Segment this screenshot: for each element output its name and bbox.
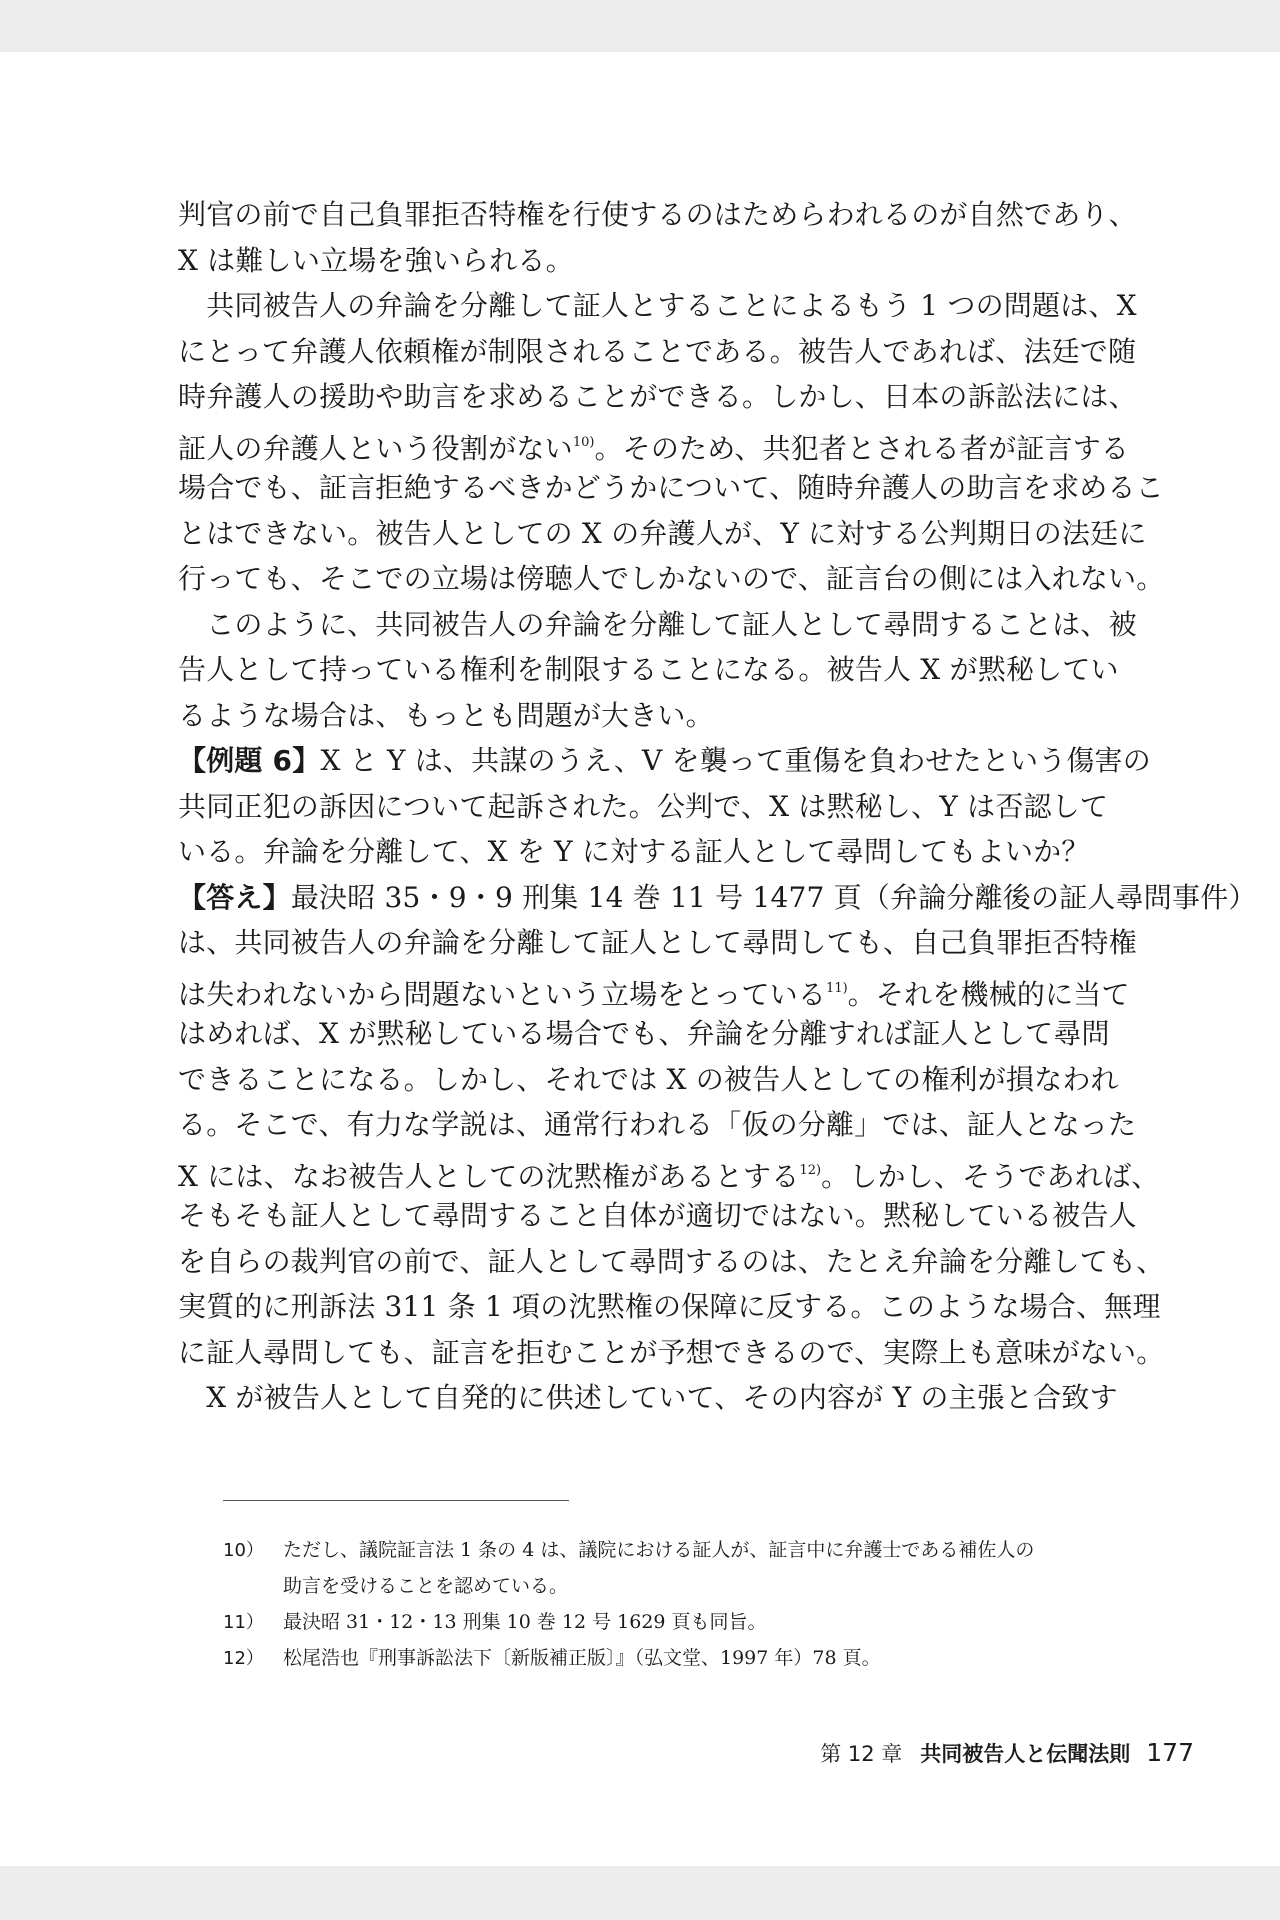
text-line: る。そこで、有力な学説は、通常行われる「仮の分離」では、証人となった <box>178 1108 1137 1141</box>
footnote-10-continued: 助言を受けることを認めている。 <box>283 1575 569 1597</box>
text-line <box>178 966 1144 1012</box>
footnote-number: 10） <box>223 1540 264 1561</box>
footnote-separator <box>223 1500 569 1501</box>
text-segment: 。そのため、共犯者とされる者が証言する <box>594 431 1130 465</box>
text-line: は、共同被告人の弁論を分離して証人として尋問しても、自己負罪拒否特権 <box>178 926 1137 959</box>
text-line: 実質的に刑訴法 311 条 1 項の沈黙権の保障に反する。このような場合、無理 <box>178 1290 1161 1323</box>
text-segment: 。しかし、そうであれば、 <box>821 1159 1160 1193</box>
text-line: はめれば、X が黙秘している場合でも、弁論を分離すれば証人として尋問 <box>178 1017 1110 1050</box>
chapter-title: 共同被告人と伝聞法則 <box>920 1742 1131 1766</box>
text-line <box>178 420 1144 466</box>
text-line: 共同正犯の訴因について起訴された。公判で、X は黙秘し、Y は否認して <box>178 789 1109 823</box>
footnote-10 <box>223 1532 1153 1568</box>
text-line: このように、共同被告人の弁論を分離して証人として尋問することは、被 <box>178 607 1137 641</box>
footnote-11 <box>223 1604 1153 1640</box>
text-segment: 最決昭 35・9・9 刑集 14 巻 11 号 1477 頁（弁論分離後の証人尋問事件） <box>290 880 1257 914</box>
text-line: いる。弁論を分離して、X を Y に対する証人として尋問してもよいか？ <box>178 835 1090 868</box>
footnotes <box>223 1532 1153 1676</box>
page-number: 177 <box>1146 1738 1194 1767</box>
text-segment: 証人の弁護人という役割がない <box>178 431 573 465</box>
text-line: できることになる。しかし、それでは X の被告人としての権利が損なわれ <box>178 1062 1119 1096</box>
text-line: X が被告人として自発的に供述していて、その内容が Y の主張と合致す <box>178 1381 1118 1414</box>
text-line: 共同被告人の弁論を分離して証人とすることによるもう 1 つの問題は、X <box>178 289 1137 322</box>
text-line <box>178 1148 1160 1194</box>
text-line: にとって弁護人依頼権が制限されることである。被告人であれば、法廷で随 <box>178 334 1137 368</box>
footnote-ref-11[interactable]: 11) <box>826 980 848 996</box>
footnote-12 <box>223 1640 1153 1676</box>
text-line: に証人尋問しても、証言を拒むことが予想できるので、実際上も意味がない。 <box>178 1335 1165 1369</box>
answer-heading-line <box>178 875 1257 921</box>
text-line: 時弁護人の援助や助言を求めることができる。しかし、日本の訴訟法には、 <box>178 380 1137 413</box>
text-line: とはできない。被告人としての X の弁護人が、Y に対する公判期日の法廷に <box>178 516 1147 550</box>
footnote-text: ただし、議院証言法 1 条の 4 は、議院における証人が、証言中に弁護士である補佐人の <box>283 1539 1035 1561</box>
answer-label: 【答え】 <box>178 880 291 914</box>
text-line: 場合でも、証言拒絶するべきかどうかについて、随時弁護人の助言を求めるこ <box>178 471 1164 504</box>
footnote-number: 11） <box>223 1612 264 1633</box>
text-line: を自らの裁判官の前で、証人として尋問するのは、たとえ弁論を分離しても、 <box>178 1244 1165 1278</box>
text-line: そもそも証人として尋問すること自体が適切ではない。黙秘している被告人 <box>178 1199 1137 1232</box>
example-label: 【例題 6】 <box>178 744 321 777</box>
text-segment: X には、なお被告人としての沈黙権があるとする <box>178 1159 800 1193</box>
text-segment: は失われないから問題ないという立場をとっている <box>178 977 827 1011</box>
text-segment: X と Y は、共謀のうえ、V を襲って重傷を負わせたという傷害の <box>320 744 1151 777</box>
text-line: 行っても、そこでの立場は傍聴人でしかないので、証言台の側には入れない。 <box>178 562 1165 595</box>
footnote-number: 12） <box>223 1648 264 1669</box>
example-heading-line <box>178 738 1151 784</box>
text-segment: 。それを機械的に当て <box>847 977 1130 1011</box>
chapter-label: 第 12 章 <box>820 1742 903 1766</box>
text-line: 告人として持っている権利を制限することになる。被告人 X が黙秘してい <box>178 653 1119 686</box>
book-page <box>0 52 1280 1866</box>
footnote-text: 松尾浩也『刑事訴訟法下〔新版補正版〕』（弘文堂、1997 年）78 頁。 <box>283 1647 881 1669</box>
footnote-ref-10[interactable]: 10) <box>572 434 595 450</box>
running-footer <box>820 1738 1194 1768</box>
text-line: X は難しい立場を強いられる。 <box>178 243 574 277</box>
main-text <box>178 192 1257 1421</box>
footnote-ref-12[interactable]: 12) <box>799 1162 822 1178</box>
footnote-text: 最決昭 31・12・13 刑集 10 巻 12 号 1629 頁も同旨。 <box>283 1611 767 1633</box>
text-line: るような場合は、もっとも問題が大きい。 <box>178 698 714 732</box>
text-line: 判官の前で自己負罪拒否特権を行使するのはためらわれるのが自然であり、 <box>178 198 1137 231</box>
